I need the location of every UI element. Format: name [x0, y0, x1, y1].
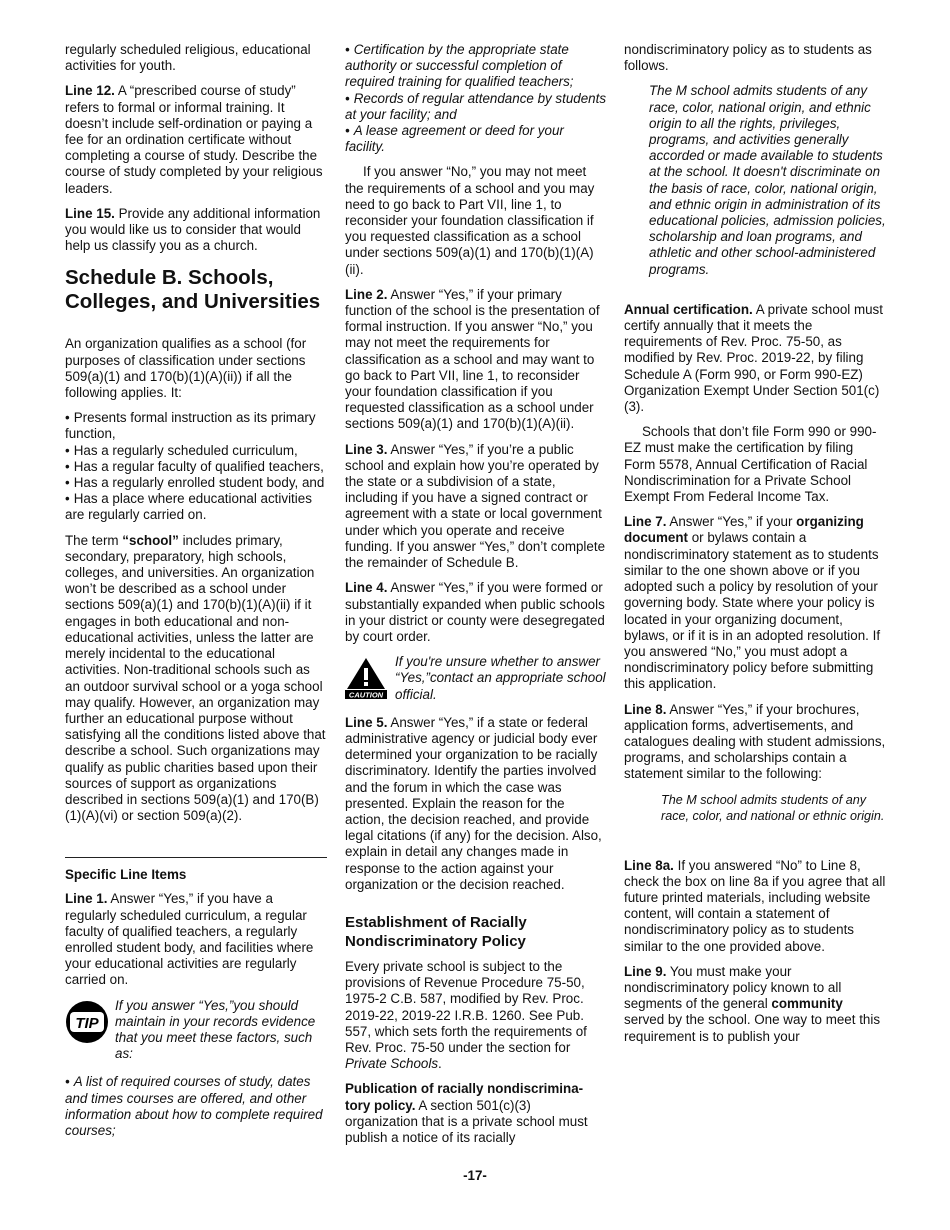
publication-text: A section 501(c)(3) organization that is a private school must publish a notice of its racially: [345, 1097, 588, 1145]
private-schools-ref: Private Schools: [345, 1056, 439, 1072]
line-2-label: Line 2.: [345, 286, 388, 302]
definition-pre: The term: [65, 532, 123, 548]
line-7-paragraph: [624, 514, 886, 692]
list-item: • Records of regular attendance by students at your facility; and: [345, 91, 607, 123]
line-1-label: Line 1.: [65, 891, 108, 907]
tip-evidence-list: [65, 1074, 327, 1139]
line-8-label: Line 8.: [624, 701, 667, 717]
continued-text: regularly scheduled religious, educational activities for youth.: [65, 42, 311, 74]
list-item: • Has a regularly enrolled student body, and: [65, 475, 327, 491]
line-15-text: Provide any additional information you would like us to consider that would help us classify you as a church.: [65, 205, 321, 254]
publication-label: Publication of racially nondiscrimina-tory policy.: [345, 1081, 584, 1113]
line-2-paragraph: [345, 287, 607, 433]
line-7-text-end: or bylaws contain a nondiscriminatory statement as to students similar to the one shown above or if you adopted such a policy by resolution of your governing body. State where your policy is located in your organizing document, bylaws, or if it is in an adopted resolution. If you answered “No,” you must adopt a nondiscriminatory policy before submitting this application.: [624, 530, 881, 692]
answer-no-paragraph: If you answer “No,” you may not meet the requirements of a school and you may need to go back to Part VII, line 1, to reconsider your foundation classification if you requested classification as a school under sections 509(a)(1) and 170(b)(1)(A)(ii).: [345, 164, 595, 277]
line-9-paragraph: [624, 964, 886, 1045]
line-15-label: Line 15.: [65, 205, 115, 221]
line-5-paragraph: [345, 715, 607, 893]
definition-term: “school”: [122, 532, 179, 548]
line-3-text: Answer “Yes,” if you’re a public school and explain how you’re operated by the state or a subdivision of a state, including if you have a signed contract or agreement with a state or local government under which you operate and receive funding. If you answer “Yes,” don’t complete the remainder of Schedule B.: [345, 441, 606, 571]
line-9-label: Line 9.: [624, 963, 667, 979]
evidence-list-continued: [345, 42, 607, 155]
column-2: [345, 42, 607, 1155]
sample-statement-quote: The M school admits students of any race, color, and national or ethnic origin.: [661, 792, 885, 823]
line-15-paragraph: [65, 206, 327, 255]
caution-icon-label: CAUTION: [348, 690, 384, 700]
line-7-label: Line 7.: [624, 514, 667, 530]
line-1-text: Answer “Yes,” if you have a regularly scheduled curriculum, a regular faculty of qualified teachers, a regularly enrolled student body, and facilities where your educational activities are regularly carried on.: [65, 891, 314, 988]
line-8a-text: If you answered “No” to Line 8, check the box on line 8a if you agree that all future printed materials, including website content, will contain a statement of nondiscriminatory policy as to students similar to the one provided above.: [624, 857, 886, 954]
line-2-text: Answer “Yes,” if your primary function of the school is the presentation of formal instruction. If you answer “No,” you may not meet the requirements for classification as a school and may want to go back to Part VII, line 1, to reconsider your foundation classification if you requested classification as a school under sections 509(a)(1) and 170(b)(1)(A)(ii).: [345, 286, 600, 432]
line-8a-label: Line 8a.: [624, 857, 674, 873]
line-8a-paragraph: [624, 858, 886, 955]
list-item: • A list of required courses of study, dates and times courses are offered, and other information about how to complete required courses;: [65, 1074, 327, 1139]
school-definition: [65, 533, 327, 825]
community-term: community: [771, 996, 843, 1012]
line-4-text: Answer “Yes,” if you were formed or substantially expanded when public schools in your district or county were desegregated by court order.: [345, 580, 605, 644]
line-3-label: Line 3.: [345, 441, 388, 457]
line-9-text-end: served by the school. One way to meet this requirement is to publish your: [624, 1012, 881, 1044]
annual-certification-label: Annual certification.: [624, 301, 753, 317]
line-12-paragraph: [65, 83, 327, 196]
line-5-label: Line 5.: [345, 714, 388, 730]
column-1: [65, 42, 327, 1148]
tip-icon-label: TIP: [75, 1014, 99, 1032]
line-4-label: Line 4.: [345, 580, 388, 596]
line-5-text: Answer “Yes,” if a state or federal administrative agency or judicial body ever determined your organization to be racially discriminatory. Identify the parties involved and the forum in which the case was presented. Explain the reason for the action, the decision reached, and provide legal citations (if any) for the decision. Also, explain in detail any changes made in response to the action against your organization or the decision reached.: [345, 714, 602, 892]
schools-form-5578-paragraph: Schools that don’t file Form 990 or 990-EZ must make the certification by filing Form 5578, Annual Certification of Racial Nondiscrimination for a Private School Exempt From Federal Income Tax.: [624, 424, 877, 505]
sample-policy-quote: The M school admits students of any race, color, national origin, and ethnic origin to all the rights, privileges, programs, and activities generally accorded or made available to students at the school. It doesn't discriminate on the basis of race, color, national origin, and ethnic origin in administration of its educational policies, admission policies, scholarship and loan programs, and athletic and other school-administered programs.: [649, 83, 886, 277]
column-3: [624, 42, 886, 1054]
racial-text: Every private school is subject to the provisions of Revenue Procedure 75-50, 1975-2 C.B. 587, modified by Rev. Proc. 2019-22, 2019-22 I.R.B. 1260. See Pub. 557, which sets forth the requirements of Rev. Proc. 75-50 under the section for: [345, 958, 587, 1055]
racial-policy-heading: Establishment of Racially Nondiscriminatory Policy: [345, 913, 527, 950]
line-8-text: Answer “Yes,” if your brochures, application forms, advertisements, and catalogues dealing with student admissions, programs, and scholarships contain a statement similar to the following:: [624, 701, 886, 782]
line-7-text: Answer “Yes,” if your: [669, 514, 797, 530]
school-intro: An organization qualifies as a school (for purposes of classification under sections 509(a)(1) and 170(b)(1)(A)(ii)) if all the following applies. It:: [65, 336, 307, 401]
tip-icon: [65, 1000, 109, 1048]
definition-text: includes primary, secondary, preparatory, high schools, colleges, and universities. An organization won’t be described as a school under sections 509(a)(1) and 170(b)(1)(A)(ii) if it engages in both educational and non-educational activities, unless the latter are merely incidental to the educational activities. Non-traditional schools such as an outdoor survival school or a yoga school may qualify. However, an organization may further an educational purpose without satisfying all the conditions listed above that describe a school. Such organizations may qualify as public charities based upon their sources of support as organizations described in sections 509(a)(1) and 170(B)(1)(A)(vi) or section 509(a)(2).: [65, 532, 326, 824]
line-3-paragraph: [345, 442, 607, 572]
list-item: • Presents formal instruction as its primary function,: [65, 410, 327, 442]
caution-icon: [345, 656, 387, 704]
caution-text: If you're unsure whether to answer “Yes,”contact an appropriate school official.: [395, 654, 606, 702]
list-item: • Certification by the appropriate state authority or successful completion of required training for qualified teachers;: [345, 42, 607, 91]
line-4-paragraph: [345, 580, 607, 645]
annual-certification-paragraph: [624, 302, 886, 415]
school-criteria-list: [65, 410, 327, 523]
list-item: • Has a regularly scheduled curriculum,: [65, 443, 327, 459]
organizing-document-term: organizing document: [624, 514, 864, 546]
page-number: -17-: [463, 1168, 487, 1183]
line-9-text: You must make your nondiscriminatory policy known to all segments of the general: [624, 963, 842, 1012]
continued-text: nondiscriminatory policy as to students as follows.: [624, 42, 872, 74]
racial-policy-text: [345, 959, 607, 1072]
line-12-label: Line 12.: [65, 83, 115, 99]
specific-line-items-heading: Specific Line Items: [65, 857, 327, 883]
schedule-b-heading: Schedule B. Schools, Colleges, and Universities: [65, 266, 321, 314]
publication-paragraph: [345, 1081, 607, 1146]
list-item: • Has a place where educational activities are regularly carried on.: [65, 491, 327, 523]
caution-note: [345, 654, 607, 703]
tip-note: [65, 998, 327, 1063]
line-1-paragraph: [65, 891, 327, 988]
line-12-text: A “prescribed course of study” refers to formal or informal training. It doesn’t include self-ordination or paying a fee for an ordination certificate without completing a course of study. Describe the course of study completed by your religious leaders.: [65, 83, 323, 196]
line-8-paragraph: [624, 702, 886, 783]
tip-text: If you answer “Yes,”you should maintain in your records evidence that you meet these factors, such as:: [115, 997, 316, 1062]
list-item: • A lease agreement or deed for your facility.: [345, 123, 607, 155]
annual-certification-text: A private school must certify annually that it meets the requirements of Rev. Proc. 75-50, as modified by Rev. Proc. 2019-22, by filing Schedule A (Form 990, or Form 990-EZ) Organization Exempt Under Section 501(c)(3).: [624, 301, 883, 415]
list-item: • Has a regular faculty of qualified teachers,: [65, 459, 327, 475]
racial-text-end: .: [438, 1056, 442, 1072]
